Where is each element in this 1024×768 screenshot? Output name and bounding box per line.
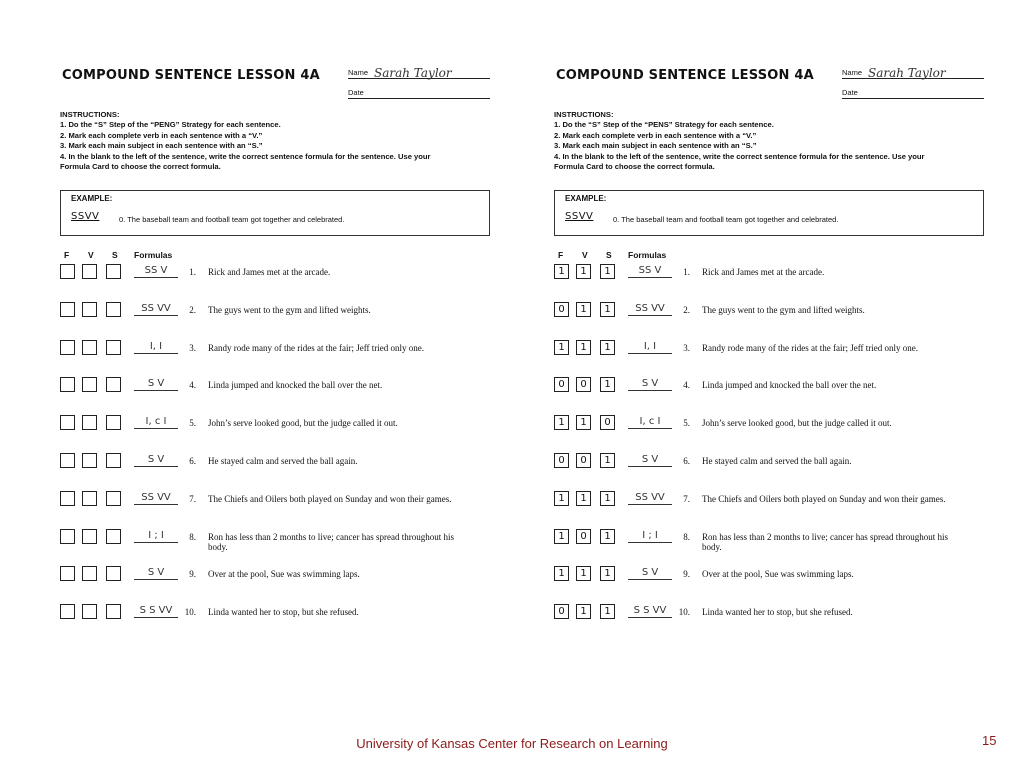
formula-blank[interactable]: SS V [628,264,672,278]
s-checkbox[interactable]: 1 [600,604,615,619]
question-row [554,453,994,473]
date-line [348,88,490,99]
v-checkbox[interactable]: 0 [576,453,591,468]
instruction-line: 3. Mark each main subject in each sentence with an “S.” [60,141,263,151]
formula-blank[interactable]: I ; I [134,529,178,543]
f-checkbox[interactable] [60,302,75,317]
v-checkbox[interactable] [82,302,97,317]
question-sentence: Rick and James met at the arcade. [702,267,825,277]
question-sentence: He stayed calm and served the ball again. [208,456,358,466]
column-f-header: F [558,250,564,260]
v-checkbox[interactable] [82,377,97,392]
v-checkbox[interactable]: 1 [576,302,591,317]
date-label: Date [842,88,858,97]
v-checkbox[interactable] [82,566,97,581]
column-s-header: S [606,250,612,260]
question-row [554,302,994,322]
s-checkbox[interactable]: 1 [600,340,615,355]
question-sentence: The guys went to the gym and lifted weights. [208,304,371,315]
question-number: 3. [683,342,690,353]
question-row [554,491,994,511]
date-label: Date [348,88,364,97]
formula-blank[interactable]: I ; I [628,529,672,543]
f-checkbox[interactable]: 1 [554,340,569,355]
question-row [60,604,500,624]
question-number: 9. [189,569,196,580]
f-checkbox[interactable] [60,340,75,355]
formula-blank[interactable]: I, I [134,340,178,354]
question-sentence: Linda jumped and knocked the ball over the net. [208,380,383,391]
formula-blank[interactable]: S V [628,566,672,580]
s-checkbox[interactable]: 1 [600,491,615,506]
question-row [60,264,500,284]
column-v-header: V [88,250,94,260]
worksheet-right [552,58,992,628]
f-checkbox[interactable] [60,604,75,619]
question-sentence: John’s serve looked good, but the judge called it out. [702,418,892,429]
question-row [60,377,500,397]
formula-blank[interactable]: S V [628,377,672,391]
formula-blank[interactable]: SS VV [134,302,178,316]
question-sentence: The Chiefs and Oilers both played on Sunday and won their games. [208,493,452,504]
question-sentence: Ron has less than 2 months to live; cancer has spread throughout his [208,531,454,542]
s-checkbox[interactable] [106,566,121,581]
instruction-line: Formula Card to choose the correct formula. [60,162,221,172]
f-checkbox[interactable]: 1 [554,491,569,506]
formula-blank[interactable]: SS V [134,264,178,278]
f-checkbox[interactable]: 0 [554,377,569,392]
question-row [60,529,500,552]
question-row [60,302,500,322]
f-checkbox[interactable] [60,566,75,581]
column-v-header: V [582,250,588,260]
question-number: 5. [189,418,196,429]
name-line [348,68,490,79]
s-checkbox[interactable]: 1 [600,377,615,392]
name-label: Name [842,68,863,77]
f-checkbox[interactable] [60,491,75,506]
question-sentence-continued: body. [208,541,228,552]
formula-blank[interactable]: S V [134,566,178,580]
instruction-line: 3. Mark each main subject in each sentence with an “S.” [554,141,757,151]
instruction-line: 4. In the blank to the left of the sentence, write the correct sentence formula for the sentence. Use your [60,151,431,161]
formula-blank[interactable]: SS VV [134,491,178,505]
question-number: 4. [683,380,690,391]
f-checkbox[interactable]: 0 [554,302,569,317]
name-value: Sarah Taylor [868,66,946,80]
s-checkbox[interactable]: 1 [600,529,615,544]
question-number: 7. [683,493,690,504]
formula-blank[interactable]: S V [134,453,178,467]
v-checkbox[interactable]: 1 [576,566,591,581]
example-label: EXAMPLE: [71,194,113,203]
v-checkbox[interactable]: 0 [576,529,591,544]
s-checkbox[interactable] [106,604,121,619]
question-row [554,415,994,435]
example-box [554,190,984,236]
question-number: 10. [184,607,196,618]
f-checkbox[interactable] [60,264,75,279]
date-line [842,88,984,99]
name-line [842,68,984,79]
v-checkbox[interactable] [82,529,97,544]
question-number: 1. [189,267,196,277]
v-checkbox[interactable]: 1 [576,604,591,619]
question-row [60,340,500,360]
v-checkbox[interactable]: 1 [576,340,591,355]
example-formula: SSVV [71,211,100,222]
f-checkbox[interactable] [60,453,75,468]
question-row [60,566,500,586]
v-checkbox[interactable] [82,340,97,355]
f-checkbox[interactable] [60,529,75,544]
s-checkbox[interactable]: 0 [600,415,615,430]
f-checkbox[interactable] [60,377,75,392]
question-row [554,566,994,586]
instructions [554,110,994,172]
question-number: 4. [189,380,196,391]
question-sentence: The guys went to the gym and lifted weights. [702,304,865,315]
example-sentence: 0. The baseball team and football team got together and celebrated. [613,215,839,224]
question-row [554,264,994,284]
formula-blank[interactable]: I, c I [134,415,178,429]
v-checkbox[interactable] [82,491,97,506]
worksheet-title: COMPOUND SENTENCE LESSON 4A [556,68,814,83]
s-checkbox[interactable] [106,377,121,392]
formula-blank[interactable]: SS VV [628,491,672,505]
question-row [60,491,500,511]
s-checkbox[interactable] [106,340,121,355]
question-number: 3. [189,342,196,353]
name-label: Name [348,68,369,77]
example-label: EXAMPLE: [565,194,607,203]
question-sentence: The Chiefs and Oilers both played on Sunday and won their games. [702,493,946,504]
question-sentence: Linda wanted her to stop, but she refused. [702,607,853,618]
instruction-line: 1. Do the “S” Step of the “PENG” Strategy for each sentence. [60,120,281,130]
question-sentence: Randy rode many of the rides at the fair; Jeff tried only one. [208,342,425,353]
question-row [554,604,994,624]
question-number: 5. [683,418,690,429]
question-number: 2. [189,304,196,315]
question-sentence: Over at the pool, Sue was swimming laps. [702,569,854,580]
question-row [554,377,994,397]
name-value: Sarah Taylor [374,66,452,80]
worksheet-title: COMPOUND SENTENCE LESSON 4A [62,68,320,83]
question-number: 7. [189,493,196,504]
column-formulas-header: Formulas [134,250,173,260]
f-checkbox[interactable] [60,415,75,430]
question-sentence-continued: body. [702,541,722,552]
instructions [60,110,500,172]
s-checkbox[interactable] [106,529,121,544]
question-number: 10. [678,607,690,618]
instructions-heading: INSTRUCTIONS: [554,110,614,119]
question-number: 9. [683,569,690,580]
column-s-header: S [112,250,118,260]
question-sentence: Linda jumped and knocked the ball over the net. [702,380,877,391]
footer-text: University of Kansas Center for Research on Learning [356,736,668,751]
question-row [60,415,500,435]
question-sentence: Randy rode many of the rides at the fair; Jeff tried only one. [702,342,919,353]
example-formula: SSVV [565,211,594,222]
question-sentence: Over at the pool, Sue was swimming laps. [208,569,360,580]
f-checkbox[interactable]: 1 [554,529,569,544]
formula-blank[interactable]: S S VV [134,604,178,618]
formula-blank[interactable]: S V [628,453,672,467]
question-number: 6. [683,456,690,466]
column-formulas-header: Formulas [628,250,667,260]
s-checkbox[interactable]: 1 [600,302,615,317]
f-checkbox[interactable]: 1 [554,566,569,581]
question-number: 8. [683,531,690,542]
s-checkbox[interactable] [106,415,121,430]
v-checkbox[interactable] [82,415,97,430]
instruction-line: Formula Card to choose the correct formula. [554,162,715,172]
s-checkbox[interactable] [106,264,121,279]
example-sentence: 0. The baseball team and football team got together and celebrated. [119,215,345,224]
v-checkbox[interactable] [82,453,97,468]
s-checkbox[interactable] [106,491,121,506]
worksheet-left [58,58,498,628]
formula-blank[interactable]: S V [134,377,178,391]
formula-blank[interactable]: S S VV [628,604,672,618]
question-sentence: Linda wanted her to stop, but she refused. [208,607,359,618]
v-checkbox[interactable] [82,264,97,279]
s-checkbox[interactable] [106,453,121,468]
s-checkbox[interactable]: 1 [600,566,615,581]
instruction-line: 2. Mark each complete verb in each sentence with a “V.” [60,130,263,140]
question-sentence: Ron has less than 2 months to live; cancer has spread throughout his [702,531,948,542]
question-row [554,340,994,360]
instructions-heading: INSTRUCTIONS: [60,110,120,119]
formula-blank[interactable]: I, I [628,340,672,354]
f-checkbox[interactable]: 0 [554,453,569,468]
question-number: 6. [189,456,196,466]
s-checkbox[interactable] [106,302,121,317]
formula-blank[interactable]: I, c I [628,415,672,429]
instruction-line: 1. Do the “S” Step of the “PENS” Strategy for each sentence. [554,120,774,130]
instruction-line: 2. Mark each complete verb in each sentence with a “V.” [554,130,757,140]
question-number: 8. [189,531,196,542]
f-checkbox[interactable]: 1 [554,415,569,430]
example-box [60,190,490,236]
f-checkbox[interactable]: 1 [554,264,569,279]
v-checkbox[interactable]: 1 [576,415,591,430]
formula-blank[interactable]: SS VV [628,302,672,316]
s-checkbox[interactable]: 1 [600,453,615,468]
s-checkbox[interactable]: 1 [600,264,615,279]
question-sentence: Rick and James met at the arcade. [208,267,331,277]
v-checkbox[interactable]: 0 [576,377,591,392]
f-checkbox[interactable]: 0 [554,604,569,619]
v-checkbox[interactable] [82,604,97,619]
v-checkbox[interactable]: 1 [576,491,591,506]
instruction-line: 4. In the blank to the left of the sentence, write the correct sentence formula for the sentence. Use your [554,151,925,161]
question-row [554,529,994,552]
question-sentence: He stayed calm and served the ball again. [702,456,852,466]
question-number: 1. [683,267,690,277]
question-row [60,453,500,473]
column-f-header: F [64,250,70,260]
question-sentence: John’s serve looked good, but the judge called it out. [208,418,398,429]
question-number: 2. [683,304,690,315]
v-checkbox[interactable]: 1 [576,264,591,279]
page-number: 15 [982,733,997,748]
